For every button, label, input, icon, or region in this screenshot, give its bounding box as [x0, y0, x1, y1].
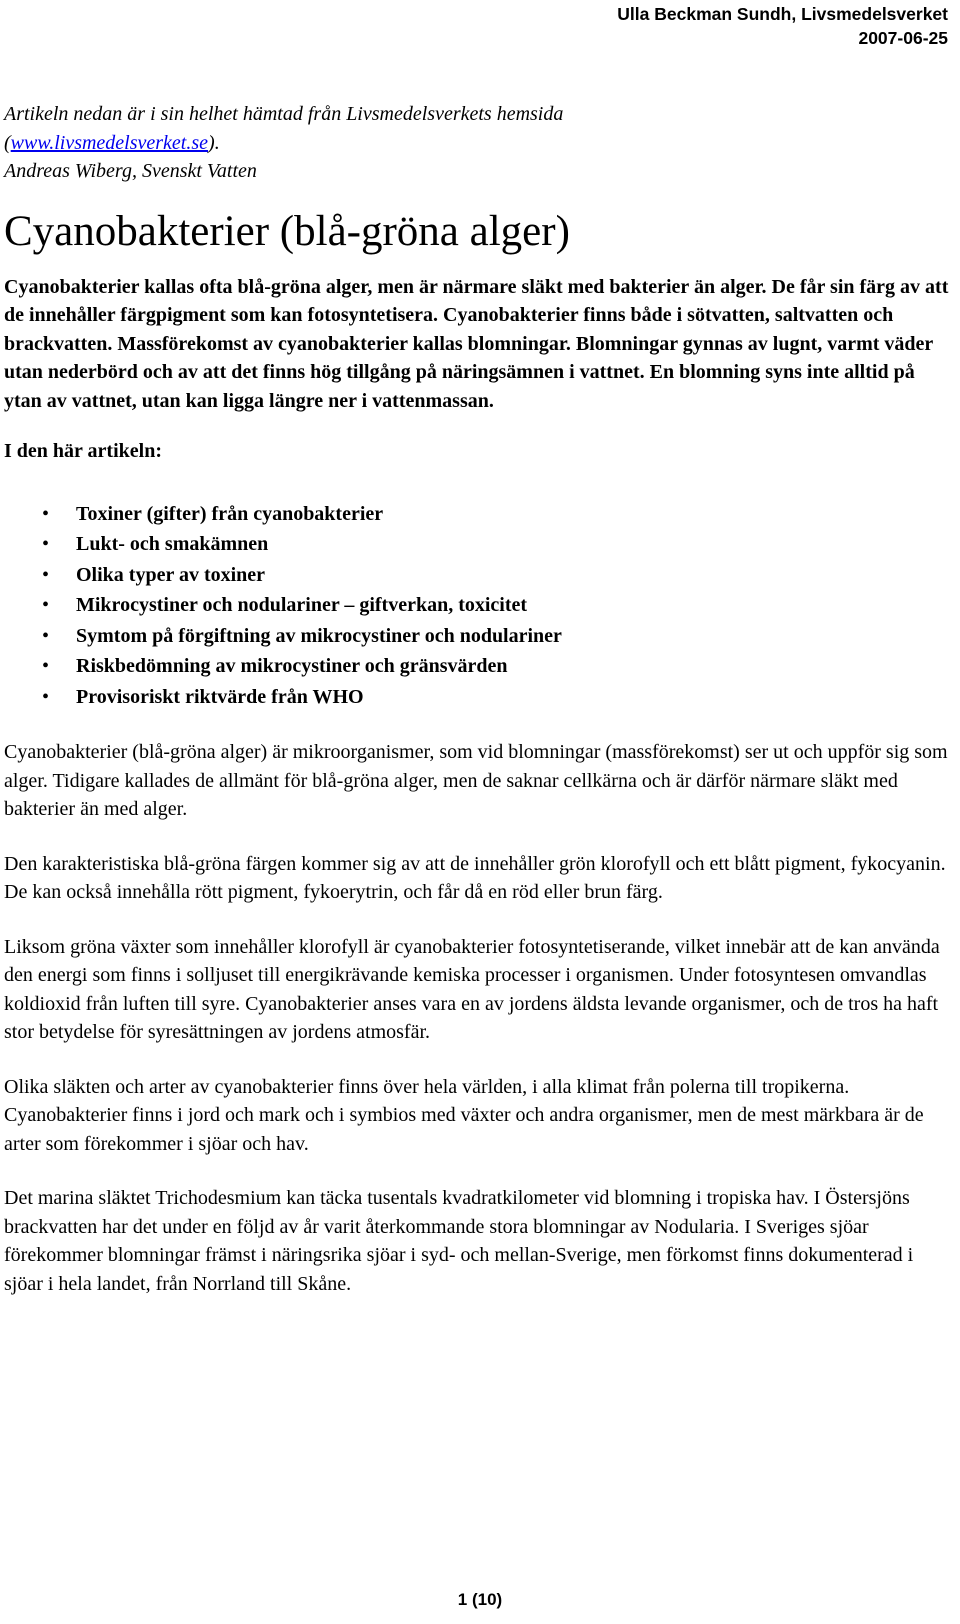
- paren-open: (: [4, 131, 11, 154]
- bullet-icon: •: [42, 594, 50, 616]
- toc-item[interactable]: [42, 682, 956, 713]
- bullet-icon: •: [42, 624, 50, 647]
- toc-item[interactable]: [42, 499, 956, 530]
- toc-item-label: Lukt- och smakämnen: [76, 533, 269, 555]
- bullet-icon: •: [42, 685, 50, 708]
- toc-item-label: Provisoriskt riktvärde från WHO: [76, 685, 364, 708]
- toc-heading: I den här artikeln:: [4, 440, 162, 462]
- toc-item-label: Olika typer av toxiner: [76, 563, 266, 586]
- toc-item-label: Riskbedömning av mikrocystiner och gränsvärden: [76, 655, 508, 677]
- toc-item[interactable]: [42, 560, 956, 591]
- toc-item[interactable]: [42, 590, 956, 621]
- toc-item-label: Toxiner (gifter) från cyanobakterier: [76, 502, 384, 525]
- bullet-icon: •: [42, 655, 50, 677]
- lead-paragraph: Cyanobakterier kallas ofta blå-gröna alger, men är närmare släkt med bakterier än alger. De får sin färg av att de innehåller färgpigment som kan fotosyntetisera. Cyanobakterier finns både i sötvatten, saltvatten och brackvatten. Massförekomst av cyanobakterier kallas blomningar. Blomningar gynnas av lugnt, varmt väder utan nederbörd och av att det finns hög tillgång på näringsämnen i vattnet. En blomning syns inte alltid på ytan av vattnet, utan kan ligga längre ner i vattenmassan.: [4, 275, 949, 412]
- bullet-icon: •: [42, 533, 50, 555]
- toc-item[interactable]: [42, 621, 956, 652]
- header-author: Ulla Beckman Sundh, Livsmedelsverket: [617, 4, 948, 24]
- source-note-line: Artikeln nedan är i sin helhet hämtad från Livsmedelsverkets hemsida: [4, 103, 564, 125]
- toc-item[interactable]: [42, 529, 956, 560]
- toc-list: [4, 499, 956, 713]
- body-paragraph: Olika släkten och arter av cyanobakterier finns över hela världen, i alla klimat från polerna till tropikerna. Cyanobakterier finns i jord och mark och i symbios med växter och andra organismer, men de mest märkbara är de arter som förekommer i sjöar och hav.: [4, 1075, 924, 1155]
- body-paragraph: Den karakteristiska blå-gröna färgen kommer sig av att de innehåller grön klorofyll och ett blått pigment, fykocyanin. De kan också innehålla rött pigment, fykoerytrin, och får då en röd eller brun färg.: [4, 852, 946, 903]
- bullet-icon: •: [42, 563, 50, 586]
- source-note: [4, 100, 956, 186]
- source-link[interactable]: www.livsmedelsverket.se: [10, 131, 209, 154]
- toc-item-label: Mikrocystiner och nodulariner – giftverkan, toxicitet: [76, 594, 528, 616]
- body-paragraph: Det marina släktet Trichodesmium kan täcka tusentals kvadratkilometer vid blomning i tropiska hav. I Östersjöns brackvatten har det under en följd av år varit återkommande stora blomningar av Nodularia. I Sveriges sjöar förekommer blomningar främst i näringsrika sjöar i syd- och mellan-Sverige, men förkomst finns dokumenterad i sjöar i hela landet, från Norrland till Skåne.: [4, 1187, 914, 1295]
- toc-item[interactable]: [42, 651, 956, 682]
- bullet-icon: •: [42, 502, 50, 525]
- paren-close: ).: [208, 131, 220, 154]
- page-number: 1 (10): [457, 1590, 503, 1609]
- page-title: Cyanobakterier (blå-gröna alger): [4, 207, 570, 255]
- toc-item-label: Symtom på förgiftning av mikrocystiner och nodulariner: [76, 624, 562, 647]
- document-body: [4, 100, 956, 1298]
- body-paragraph: Cyanobakterier (blå-gröna alger) är mikroorganismer, som vid blomningar (massförekomst) ser ut och uppför sig som alger. Tidigare kallades de allmänt för blå-gröna alger, men de saknar cellkärna och är därför närmare släkt med bakterier än med alger.: [4, 741, 948, 820]
- source-note-credit: Andreas Wiberg, Svenskt Vatten: [4, 160, 257, 182]
- header-date: 2007-06-25: [858, 28, 948, 48]
- body-paragraph: Liksom gröna växter som innehåller klorofyll är cyanobakterier fotosyntetiserande, vilket innebär att de kan använda den energi som finns i solljuset till energikrävande kemiska processer i organismen. Under fotosyntesen omvandlas koldioxid från luften till syre. Cyanobakterier anses vara en av jordens äldsta levande organismer, och de tros ha haft stor betydelse för syresättningen av jordens atmosfär.: [4, 935, 940, 1043]
- page-header: [617, 2, 948, 50]
- source-note-link-line: [4, 129, 956, 158]
